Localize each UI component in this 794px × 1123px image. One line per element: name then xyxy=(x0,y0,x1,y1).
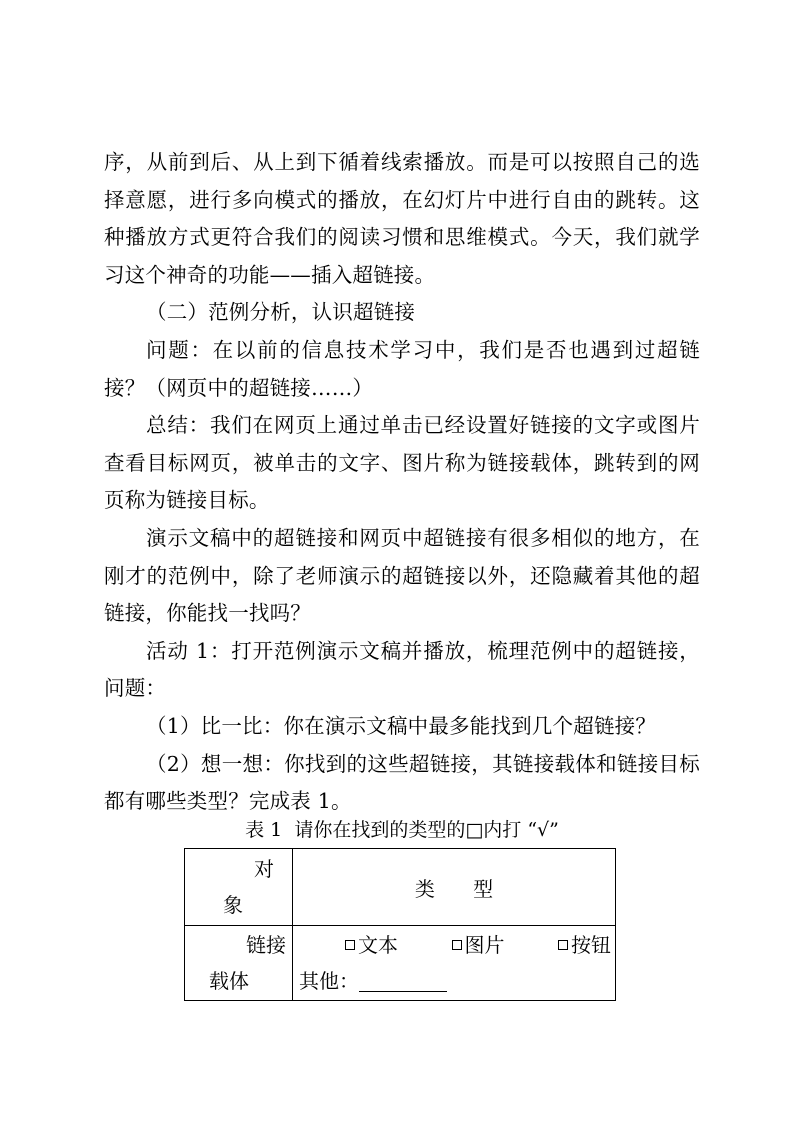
link-carrier-line2: 载体 xyxy=(209,969,249,993)
other-line xyxy=(299,963,615,999)
link-carrier-options-cell xyxy=(293,926,616,1001)
checkbox-icon[interactable] xyxy=(558,940,568,950)
paragraph-question: 问题：在以前的信息技术学习中，我们是否也遇到过超链接？（网页中的超链接……） xyxy=(104,337,700,400)
option-image[interactable]: 图片 xyxy=(452,927,505,963)
other-label: 其他： xyxy=(299,969,359,993)
paragraph-comparison: 演示文稿中的超链接和网页中超链接有很多相似的地方，在刚才的范例中，除了老师演示的超链接以外，还隐藏着其他的超链接，你能找一找吗？ xyxy=(104,525,700,626)
option-button[interactable]: 按钮 xyxy=(558,927,611,963)
object-header-cell xyxy=(185,849,293,926)
section-heading: （二）范例分析，认识超链接 xyxy=(146,300,416,325)
option-text[interactable]: 文本 xyxy=(345,927,398,963)
object-header-line1: 对 xyxy=(254,857,274,881)
object-header-line2: 象 xyxy=(223,893,243,917)
question-1: （1）比一比：你在演示文稿中最多能找到几个超链接？ xyxy=(146,713,657,738)
link-carrier-label-cell xyxy=(185,926,293,1001)
question-2: （2）想一想：你找到的这些超链接，其链接载体和链接目标都有哪些类型？完成表 1。 xyxy=(104,751,700,814)
table-caption: 表 1 请你在找到的类型的□内打 “√” xyxy=(245,819,559,841)
checkbox-icon[interactable] xyxy=(452,940,462,950)
checkbox-options xyxy=(299,927,615,963)
paragraph-activity: 活动 1：打开范例演示文稿并播放，梳理范例中的超链接，问题： xyxy=(104,638,700,701)
table-header-row xyxy=(185,849,616,926)
paragraph-summary: 总结：我们在网页上通过单击已经设置好链接的文字或图片查看目标网页，被单击的文字、图片称为链接载体，跳转到的网页称为链接目标。 xyxy=(104,413,700,513)
link-type-table xyxy=(184,848,616,1001)
link-carrier-line1: 链接 xyxy=(246,933,286,957)
type-header-cell: 类 型 xyxy=(293,849,616,926)
link-carrier-row xyxy=(185,926,616,1001)
document-page xyxy=(104,144,700,993)
other-blank-field[interactable] xyxy=(359,971,447,992)
checkbox-icon[interactable] xyxy=(345,940,355,950)
paragraph-intro: 序，从前到后、从上到下循着线索播放。而是可以按照自己的选择意愿，进行多向模式的播放，在幻灯片中进行自由的跳转。这种播放方式更符合我们的阅读习惯和思维模式。今天，我们就学习这个神奇的功能——插入超链接。 xyxy=(104,150,700,287)
